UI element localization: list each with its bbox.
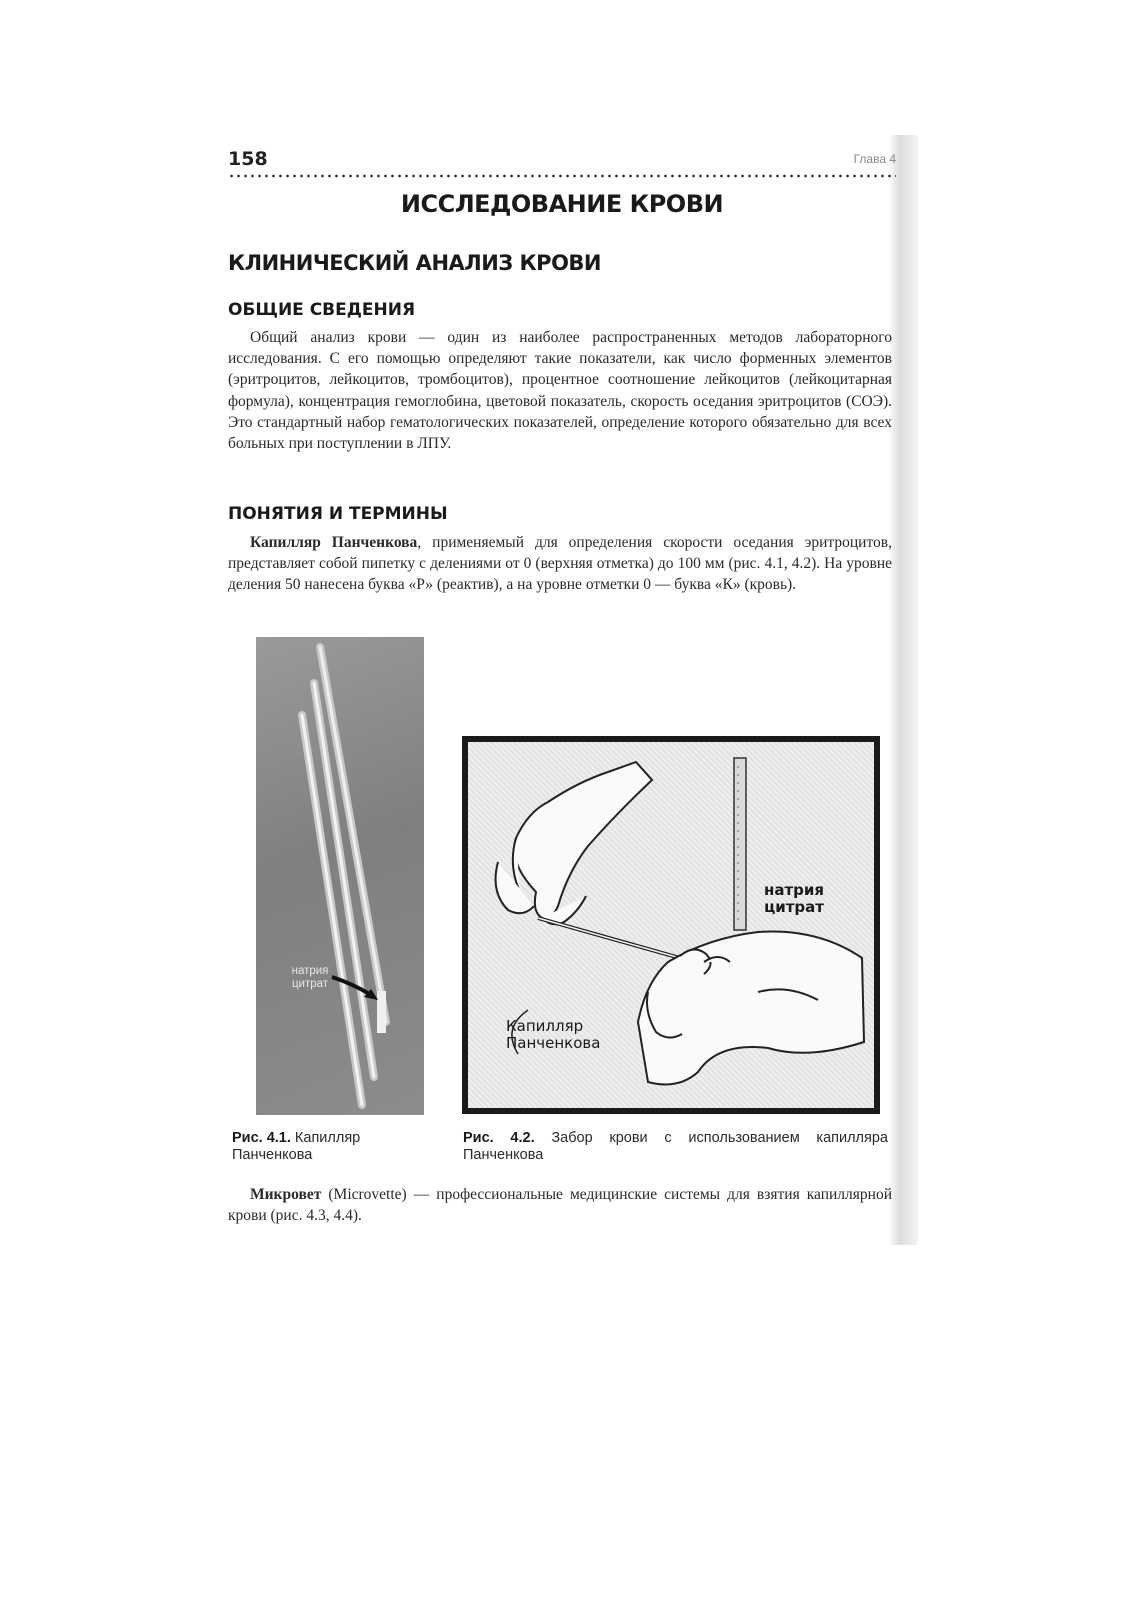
page-edge-shadow bbox=[888, 135, 918, 1245]
page-title: ИССЛЕДОВАНИЕ КРОВИ bbox=[400, 190, 724, 218]
citrate-liquid bbox=[377, 991, 386, 1033]
page-number: 158 bbox=[228, 148, 268, 170]
figure-1-number: Рис. 4.1. bbox=[232, 1130, 291, 1146]
figure-1-caption-text: Капилляр Панченкова bbox=[232, 1130, 361, 1163]
chapter-label: Глава 4 bbox=[853, 152, 896, 166]
running-header bbox=[228, 148, 896, 178]
blood-sampling-drawing bbox=[468, 742, 874, 1108]
figure-2-capillary-line1: Капилляр bbox=[506, 1017, 584, 1035]
figure-2-capillary-line2: Панченкова bbox=[506, 1034, 601, 1052]
citrate-tube bbox=[734, 758, 746, 930]
microvette-definition: (Microvette) — профессиональные медицинские системы для взятия капиллярной крови (рис. 4.3, 4.4). bbox=[228, 1186, 892, 1225]
dotted-rule bbox=[228, 174, 896, 178]
term-microvette: Микровет bbox=[250, 1186, 322, 1203]
figure-1-label bbox=[270, 965, 350, 991]
figure-1-caption bbox=[232, 1130, 402, 1164]
figure-2-citrate-line1: натрия bbox=[764, 881, 825, 899]
left-gloved-hand bbox=[496, 762, 652, 924]
capillary-tube bbox=[538, 918, 680, 958]
term-capillary: Капилляр Панченкова bbox=[250, 534, 418, 551]
figure-2-citrate-label bbox=[764, 882, 824, 916]
terms-heading: ПОНЯТИЯ И ТЕРМИНЫ bbox=[228, 504, 448, 524]
figure-1-label-line1: натрия bbox=[291, 965, 329, 977]
figure-2-illustration bbox=[462, 736, 880, 1114]
figure-2-number: Рис. 4.2. bbox=[463, 1130, 535, 1146]
capillary-paragraph bbox=[228, 532, 892, 596]
microvette-paragraph bbox=[228, 1184, 892, 1226]
general-paragraph: Общий анализ крови — один из наиболее распространенных методов лабораторного исследования. С его помощью определяют такие показатели, как число форменных элементов (эритроцитов, лейкоцитов, тромбоцитов), процентное соотношение лейкоцитов (лейкоцитарная формула), концентрация гемоглобина, цветовой показатель, скорость оседания эритроцитов (СОЭ). Это стандартный набор гематологических показателей, определение которого обязательно для всех больных при поступлении в ЛПУ. bbox=[228, 329, 892, 453]
capillary-definition: , применяемый для определения скорости оседания эритроцитов, представляет собой пипетку с делениями от 0 (верхняя отметка) до 100 мм (рис. 4.1, 4.2). На уровне деления 50 нанесена буква «Р» (реактив), а на уровне отметки 0 — буква «К» (кровь). bbox=[228, 534, 892, 594]
figure-2-citrate-line2: цитрат bbox=[764, 898, 824, 916]
figure-2-caption bbox=[463, 1130, 888, 1164]
figure-2-caption-text: Забор крови с использованием капилляра Панченкова bbox=[463, 1130, 888, 1163]
figure-1-photo bbox=[256, 637, 424, 1115]
figure-2-capillary-label bbox=[506, 1018, 600, 1052]
figure-1-label-line2: цитрат bbox=[291, 978, 329, 990]
section-heading: КЛИНИЧЕСКИЙ АНАЛИЗ КРОВИ bbox=[228, 251, 602, 275]
pipette-3 bbox=[302, 715, 362, 1105]
general-heading: ОБЩИЕ СВЕДЕНИЯ bbox=[228, 300, 416, 320]
pipettes-drawing bbox=[256, 637, 424, 1115]
